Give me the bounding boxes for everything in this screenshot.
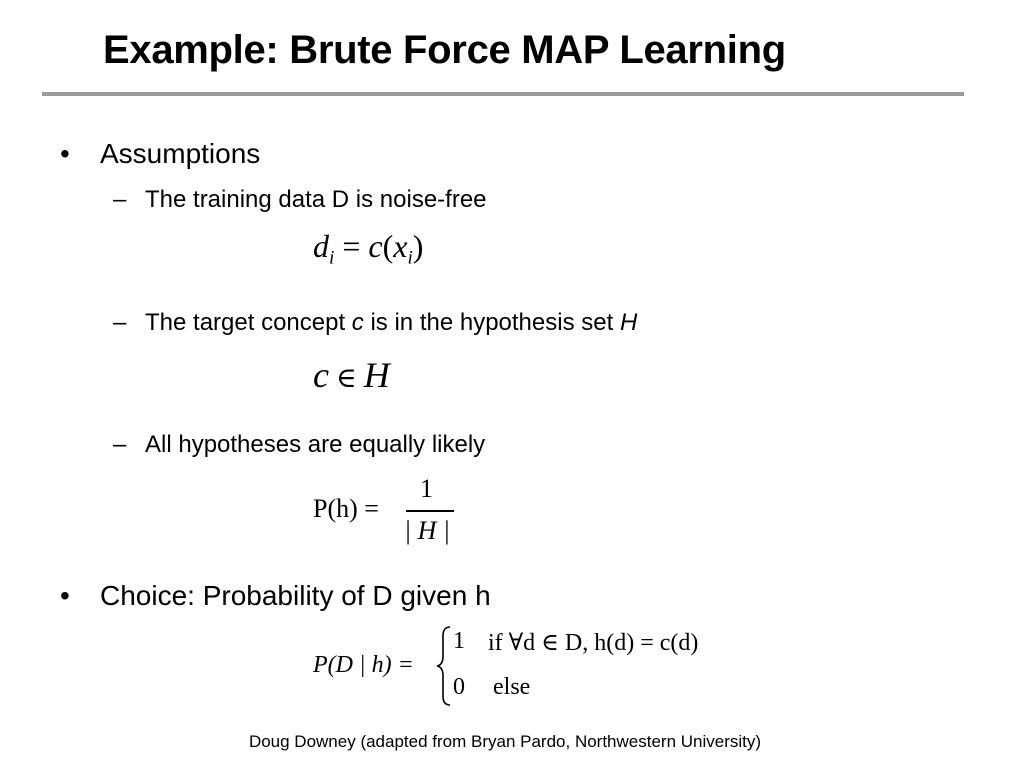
eq-symbol: d <box>313 228 329 264</box>
eq-symbol: c <box>313 355 329 395</box>
dash-icon: – <box>113 309 127 336</box>
case-2-value: 0 <box>453 674 465 700</box>
case-1-value: 1 <box>453 628 465 654</box>
slide-title: Example: Brute Force MAP Learning <box>103 28 786 72</box>
eq-numerator: 1 <box>420 474 433 503</box>
slide-footer: Doug Downey (adapted from Bryan Pardo, Northwestern University) <box>248 732 762 751</box>
sub-bullet-text: The target concept <box>145 309 352 336</box>
eq-paren: ( <box>382 228 394 264</box>
sub-bullet-text: All hypotheses are equally likely <box>145 431 486 458</box>
bullet-dot-icon: • <box>60 580 70 611</box>
eq-lhs: P(D | h) = <box>313 652 414 678</box>
equation-uniform-prior <box>313 476 473 546</box>
bullet-text: Assumptions <box>100 138 261 169</box>
equation-noise-free <box>313 228 424 269</box>
case-2-condition: else <box>493 674 531 700</box>
eq-operator: ∈ <box>328 363 364 394</box>
fraction-bar <box>406 510 454 512</box>
sub-bullet-text: is in the hypothesis set <box>363 309 620 336</box>
eq-symbol: c <box>368 228 383 264</box>
case-1-condition: if ∀d ∈ D, h(d) = c(d) <box>488 630 699 656</box>
equation-concept-in-h <box>313 354 390 396</box>
sub-bullet-italic: c <box>351 309 364 336</box>
bullet-assumptions <box>60 138 261 170</box>
sub-bullet-italic: H <box>619 309 638 336</box>
eq-subscript: i <box>329 247 335 269</box>
dash-icon: – <box>113 186 127 213</box>
eq-subscript: i <box>407 247 413 269</box>
sub-bullet-target-concept <box>113 309 638 337</box>
eq-symbol: H <box>363 355 390 395</box>
bullet-dot-icon: • <box>60 138 70 169</box>
eq-paren: ) <box>412 228 424 264</box>
equation-likelihood <box>313 624 763 708</box>
title-divider <box>42 92 964 96</box>
left-brace-icon <box>436 626 452 706</box>
sub-bullet-noise-free <box>113 186 487 214</box>
eq-lhs: P(h) = <box>313 494 379 523</box>
bullet-choice <box>60 580 491 612</box>
bullet-text: Choice: Probability of D given h <box>100 580 491 611</box>
dash-icon: – <box>113 431 127 458</box>
eq-operator: = <box>334 228 369 264</box>
eq-symbol: x <box>393 228 408 264</box>
sub-bullet-equally-likely <box>113 431 486 459</box>
eq-denominator: | H | <box>404 516 451 545</box>
sub-bullet-text: The training data D is noise-free <box>145 186 487 213</box>
